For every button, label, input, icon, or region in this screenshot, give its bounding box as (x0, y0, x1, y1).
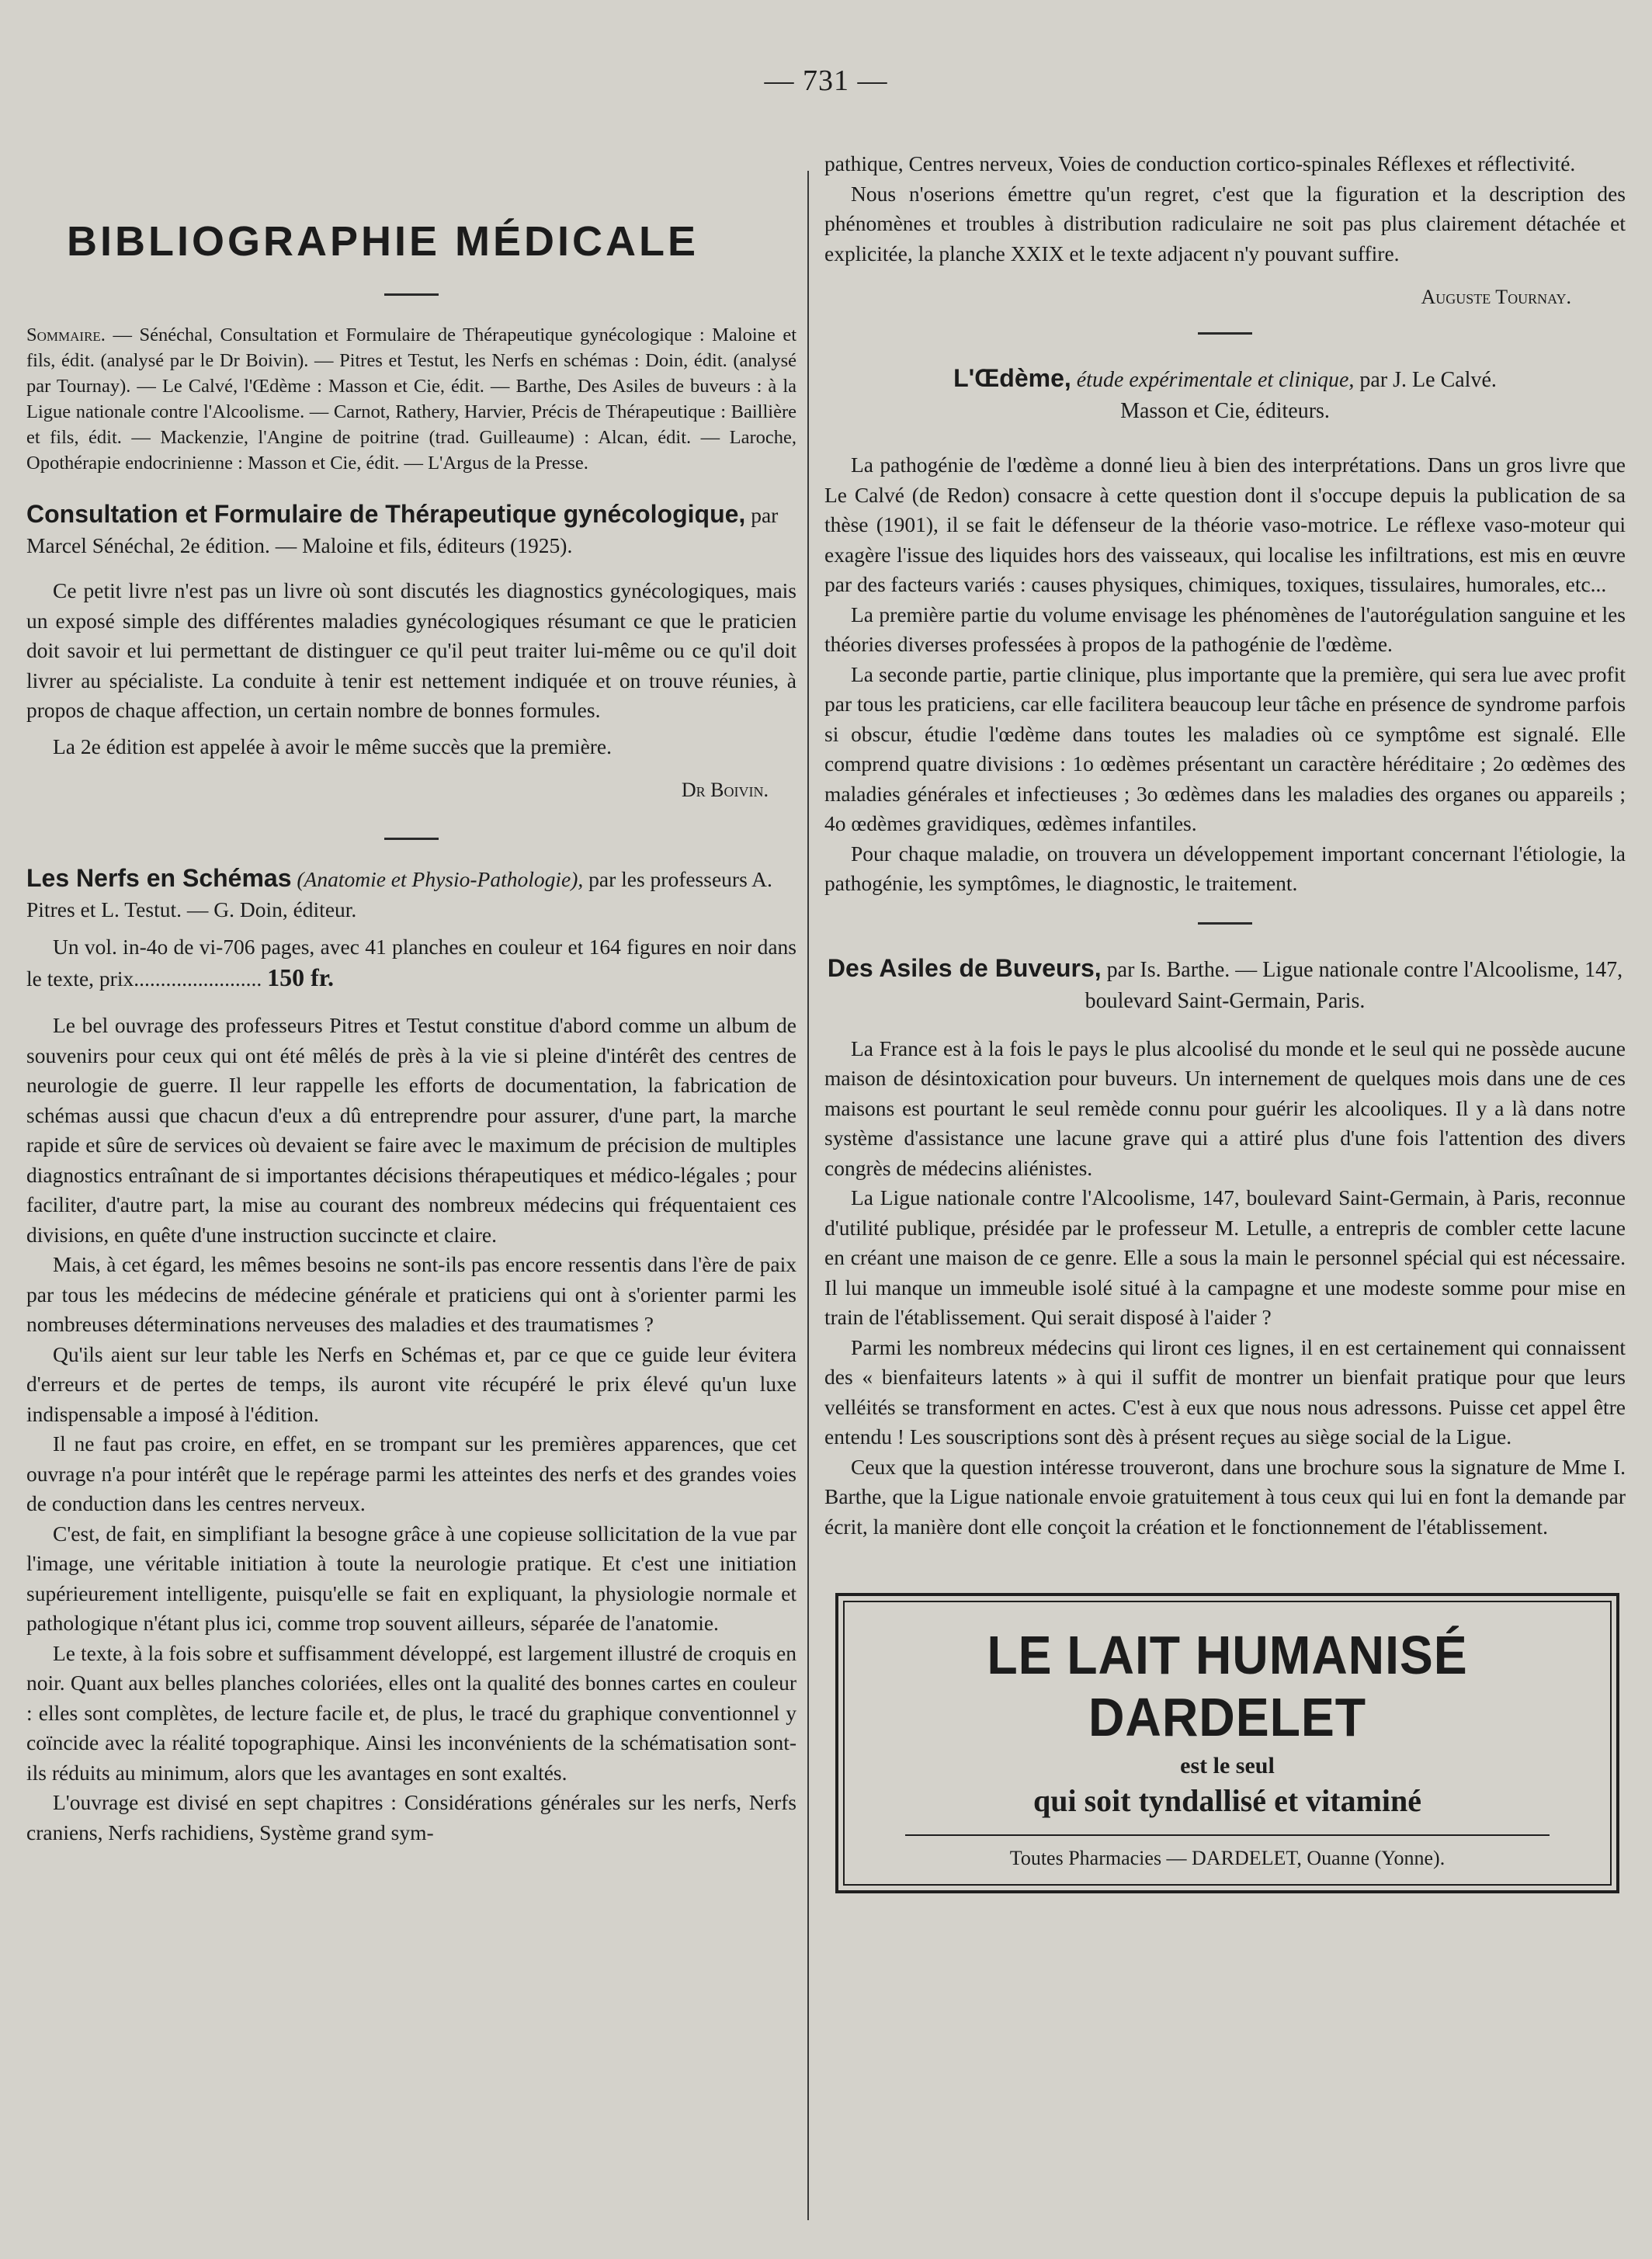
section-rule (1198, 922, 1252, 925)
paragraph: pathique, Centres nerveux, Voies de conduction cortico-spinales Réflexes et réflectivité. (824, 151, 1576, 175)
paragraph: Pour chaque maladie, on trouvera un développement important concernant l'étiologie, la pathogénie, les symptômes, le diagnostic, le traitement. (824, 841, 1626, 895)
article-asiles-meta: par Is. Barthe. — Ligue nationale contre l'Alcoolisme, 147, boulevard Saint-Germain, Paris. (1085, 957, 1623, 1013)
advertisement-inner (843, 1601, 1612, 1886)
signature-tournay: Auguste Tournay. (1421, 286, 1571, 308)
article-senechal-title: Consultation et Formulaire de Thérapeutique gynécologique, (26, 500, 746, 528)
paragraph: Le bel ouvrage des professeurs Pitres et Testut constitue d'abord comme un album de souvenirs pour ceux qui ont été mêlés de près à la vie si pleine d'intérêt des centres de neurologie de guerre. Il leur rappelle les efforts de documentation, la fabrication de schémas aussi que chacun d'eux a dû entreprendre pour assurer, d'une part, la marche rapide et sûre de services où devaient se faire avec le maximum de précision de multiples diagnostics entraînant de si importantes décisions thérapeutiques et médico-légales ; pour faciliter, d'autre part, la mise au courant des nombreux médecins qui fréquentaient ces divisions, en quête d'une instruction succincte et claire. (26, 1013, 796, 1247)
advertisement-box (835, 1593, 1619, 1893)
article-oedeme-author: par J. Le Calvé. (1359, 368, 1497, 392)
signature-boivin: Dr Boivin. (681, 779, 769, 801)
price: 150 fr. (267, 963, 335, 991)
sommaire-text: — Sénéchal, Consultation et Formulaire de Thérapeutique gynécologique : Maloine et fils, édit. (analysé par le Dr Boivin). — Pitres et Testut, les Nerfs en schémas : Doin, édit. (analysé par Tournay). — Le Calvé, l'Œdème : Masson et Cie, édit. — Barthe, Des Asiles de buveurs : à la Ligue nationale contre l'Alcoolisme. — Carnot, Rathery, Harvier, Précis de Thérapeutique : Baillière et fils, édit. — Mackenzie, l'Angine de poitrine (trad. Guilleaume) : Alcan, édit. — Laroche, Opothérapie endocrinienne : Masson et Cie, édit. — L'Argus de la Presse. (26, 324, 797, 474)
article-senechal-heading (26, 499, 796, 560)
paragraph: L'ouvrage est divisé en sept chapitres : Considérations générales sur les nerfs, Nerfs craniens, Nerfs rachidiens, Système grand sym- (26, 1790, 796, 1844)
paragraph: C'est, de fait, en simplifiant la besogne grâce à une copieuse sollicitation de la vue par l'image, une véritable initiation à toute la neurologie pratique. Et c'est une initiation supérieurement intelligente, puisqu'elle se fait en expliquant, la physiologie normale et pathologique n'étant plus ici, comme trop souvent ailleurs, séparée de l'anatomie. (26, 1521, 796, 1635)
sommaire (26, 322, 796, 476)
article-asiles-heading (824, 953, 1626, 1017)
article-nerfs-meta: par les professeurs A. Pitres et L. Testut. — G. Doin, éditeur. (26, 867, 772, 921)
article-asiles (824, 953, 1626, 1542)
article-oedeme-subtitle: étude expérimentale et clinique, (1076, 368, 1355, 392)
article-oedeme-title: L'Œdème, (953, 364, 1071, 392)
article-nerfs-title: Les Nerfs en Schémas (26, 864, 292, 892)
paragraph: Ce petit livre n'est pas un livre où sont discutés les diagnostics gynécologiques, mais un exposé simple des différentes maladies gynécologiques résumant ce que le praticien doit savoir et lui permettant de distinguer ce qu'il peut traiter lui-même ou ce qu'il doit livrer au spécialiste. La conduite à tenir est nettement indiquée et on trouve réunies, à propos de chaque affection, un certain nombre de bonnes formules. (26, 578, 796, 722)
paragraph: La seconde partie, partie clinique, plus importante que la première, qui sera lue avec profit par tous les praticiens, car elle facilitera beaucoup leur tâche en présence de syndrome parfois si obscur, étudie l'œdème dans toutes les maladies où ce symptôme est signalé. Elle comprend quatre divisions : 1o œdèmes présentant un caractère héréditaire ; 2o œdèmes des maladies générales et infectieuses ; 3o œdèmes dans les maladies des organes ou appareils ; 4o œdèmes gravidiques, œdèmes infantiles. (824, 661, 1626, 835)
paragraph: La Ligue nationale contre l'Alcoolisme, 147, boulevard Saint-Germain, à Paris, reconnue d'utilité publique, présidée par le professeur M. Letulle, a entrepris de combler cette lacune en créant une maison de ce genre. Elle a sous la main le personnel spécial qui est nécessaire. Il lui manque un immeuble isolé situé à la campagne et une modeste somme pour mise en train de l'établissement. Qui serait disposé à l'aider ? (824, 1185, 1626, 1329)
section-rule (384, 838, 439, 840)
article-oedeme (824, 363, 1626, 899)
paragraph: Le texte, à la fois sobre et suffisamment développé, est largement illustré de croquis en noir. Quant aux belles planches coloriées, elles ont la qualité des bonnes cartes en couleur : elles sont complètes, de lecture facile et, de plus, le tracé du graphique conventionnel y coïncide avec la réalité topographique. Ainsi les inconvénients de la schématisation sont-ils réduits au minimum, alors que les avantages en sont exaltés. (26, 1640, 796, 1785)
volume-info (26, 932, 796, 994)
paragraph: La 2e édition est appelée à avoir le même succès que la première. (53, 734, 613, 758)
right-column (824, 149, 1626, 1893)
paragraph: Nous n'oserions émettre qu'un regret, c'est que la figuration et la description des phénomènes et troubles à distribution radiculaire ne soit pas plus clairement détachée et explicitée, la planche XXIX et le texte adjacent n'y pouvant suffire. (824, 181, 1626, 265)
paragraph: Il ne faut pas croire, en effet, en se trompant sur les premières apparences, que cet ouvrage n'a pour intérêt que le repérage parmi les atteintes des nerfs et des grandes voies de conduction dans les centres nerveux. (26, 1431, 796, 1515)
section-rule (1198, 332, 1252, 335)
left-column (26, 140, 796, 1848)
advertisement-line1: est le seul (1180, 1753, 1275, 1778)
article-oedeme-heading (824, 363, 1626, 427)
paragraph: Ceux que la question intéresse trouveront, dans une brochure sous la signature de Mme I. Barthe, que la Ligue nationale envoie gratuitement à tous ceux qui lui en font la demande par écrit, la manière dont elle conçoit la création et le fonctionnement de l'établissement. (824, 1454, 1626, 1539)
paragraph: La pathogénie de l'œdème a donné lieu à bien des interprétations. Dans un gros livre que Le Calvé (de Redon) consacre à cette question dont il s'occupe depuis la publication de sa thèse (1901), il se fait le défenseur de la théorie vaso-motrice. Le réflexe vaso-moteur qui exagère l'issue des liquides hors des vaisseaux, qui localise les infiltrations, est mis en œuvre par des facteurs variés : causes physiques, chimiques, toxiques, tissulaires, humorales, etc... (824, 453, 1626, 596)
article-asiles-title: Des Asiles de Buveurs, (827, 953, 1102, 982)
advertisement-title: LE LAIT HUMANISÉ DARDELET (987, 1625, 1468, 1747)
advertisement-footer: Toutes Pharmacies — DARDELET, Ouanne (Yonne). (1009, 1847, 1446, 1869)
main-title: BIBLIOGRAPHIE MÉDICALE (67, 218, 699, 265)
page-number: — 731 — (764, 64, 888, 97)
sommaire-head: Sommaire. (26, 324, 106, 345)
title-rule (384, 293, 439, 296)
paragraph: Parmi les nombreux médecins qui liront ces lignes, il en est certainement qui connaissent des « bienfaiteurs latents » à qui il suffit de montrer un bienfait pratique pour que leurs velléités se transforment en actes. C'est à eux que nous nous adressons. Puisse cet appel être entendu ! Les souscriptions sont dès à présent reçues au siège social de la Ligue. (824, 1334, 1626, 1449)
article-nerfs (26, 863, 796, 1848)
article-nerfs-subtitle: (Anatomie et Physio-Pathologie), (297, 867, 584, 891)
paragraph: Mais, à cet égard, les mêmes besoins ne sont-ils pas encore ressentis dans l'ère de paix par tous les médecins de médecine générale et praticiens qui ont à s'orienter parmi les nombreuses déterminations nerveuses des maladies et des traumatismes ? (26, 1252, 796, 1336)
article-senechal (26, 499, 796, 802)
volume-line: Un vol. in-4o de vi-706 pages, avec 41 planches en couleur et 164 figures en noir dans le texte, prix........................ (26, 935, 796, 991)
article-nerfs-heading (26, 863, 796, 925)
article-oedeme-publisher: Masson et Cie, éditeurs. (1120, 399, 1330, 423)
article-senechal-meta: par Marcel Sénéchal, 2e édition. — Maloine et fils, éditeurs (1925). (26, 503, 779, 557)
advertisement-line2: qui soit tyndallisé et vitaminé (1032, 1783, 1422, 1818)
paragraph: La France est à la fois le pays le plus alcoolisé du monde et le seul qui ne possède aucune maison de désintoxication pour buveurs. Un internement de quelques mois dans une de ces maisons est pourtant le seul remède connu pour guérir les alcooliques. Il y a là dans notre système d'assistance une lacune grave qui a attiré plus d'une fois l'attention des divers congrès de médecins aliénistes. (824, 1036, 1626, 1180)
advertisement-rule (905, 1834, 1550, 1836)
paragraph: La première partie du volume envisage les phénomènes de l'autorégulation sanguine et les théories diverses professées à propos de la pathogénie de l'œdème. (824, 602, 1626, 656)
paragraph: Qu'ils aient sur leur table les Nerfs en Schémas et, par ce que ce guide leur évitera d'erreurs et de pertes de temps, ils auront vite récupéré le prix élevé qu'un luxe indispensable a imposé à l'édition. (26, 1341, 796, 1426)
column-divider (807, 171, 809, 2220)
